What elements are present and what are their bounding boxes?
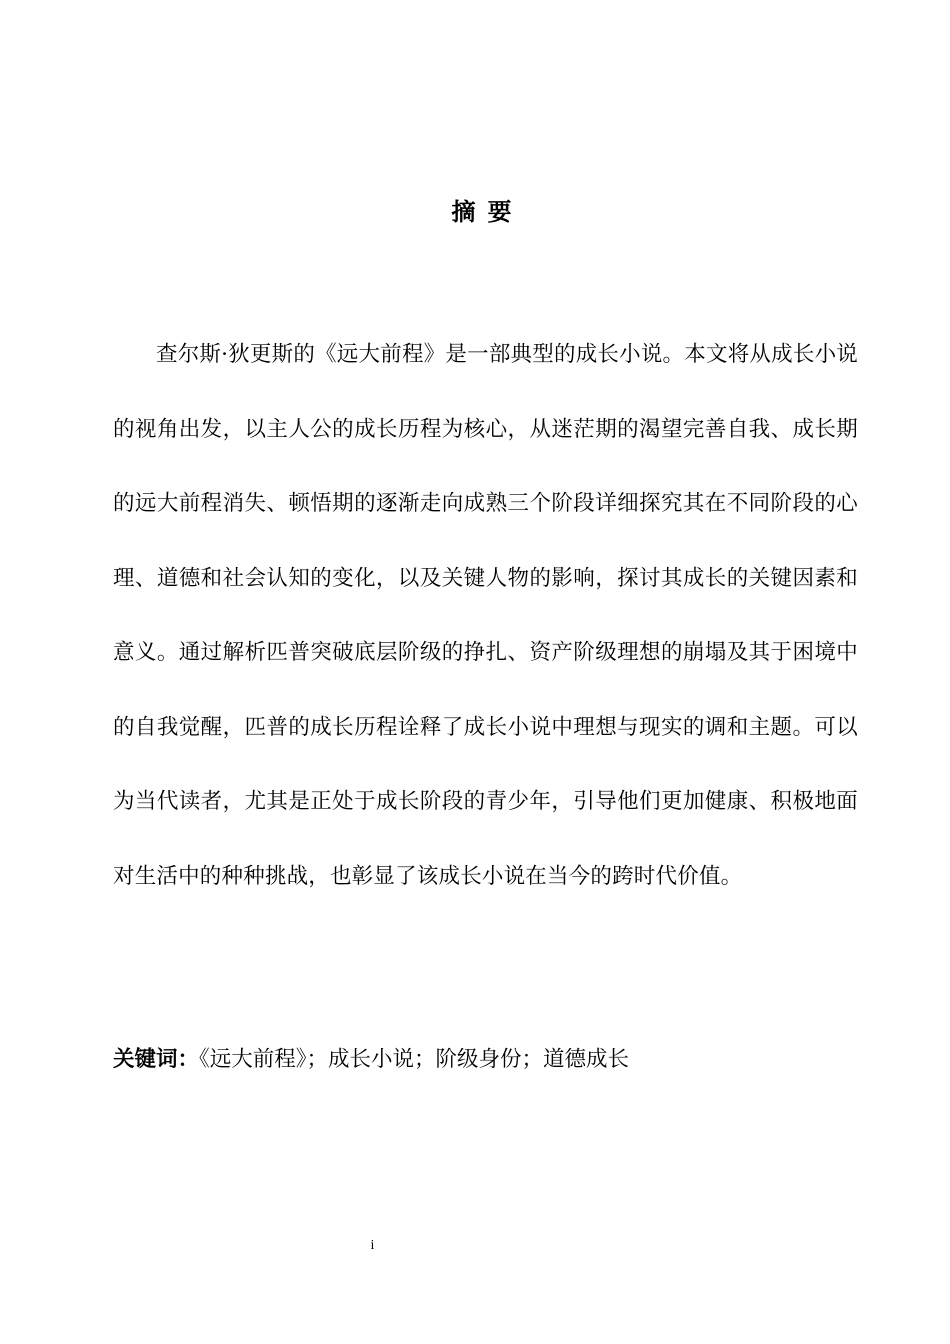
- page-title: 摘要: [451, 198, 524, 226]
- keywords-label: 关键词：: [113, 1047, 200, 1072]
- keywords-line: [113, 1040, 858, 1080]
- abstract-paragraph: 查尔斯·狄更斯的《远大前程》是一部典型的成长小说。本文将从成长小说的视角出发，以主人公的成长历程为核心，从迷茫期的渴望完善自我、成长期的远大前程消失、顿悟期的逐渐走向成熟三个阶段详细探究其在不同阶段的心理、道德和社会认知的变化，以及关键人物的影响，探讨其成长的关键因素和意义。通过解析匹普突破底层阶级的挣扎、资产阶级理想的崩塌及其于困境中的自我觉醒，匹普的成长历程诠释了成长小说中理想与现实的调和主题。可以为当代读者，尤其是正处于成长阶段的青少年，引导他们更加健康、积极地面对生活中的种种挑战，也彰显了该成长小说在当今的跨时代价值。: [113, 342, 858, 889]
- page-number: i: [370, 1238, 375, 1253]
- keywords-text: 《远大前程》；成长小说；阶级身份；道德成长: [199, 1047, 630, 1072]
